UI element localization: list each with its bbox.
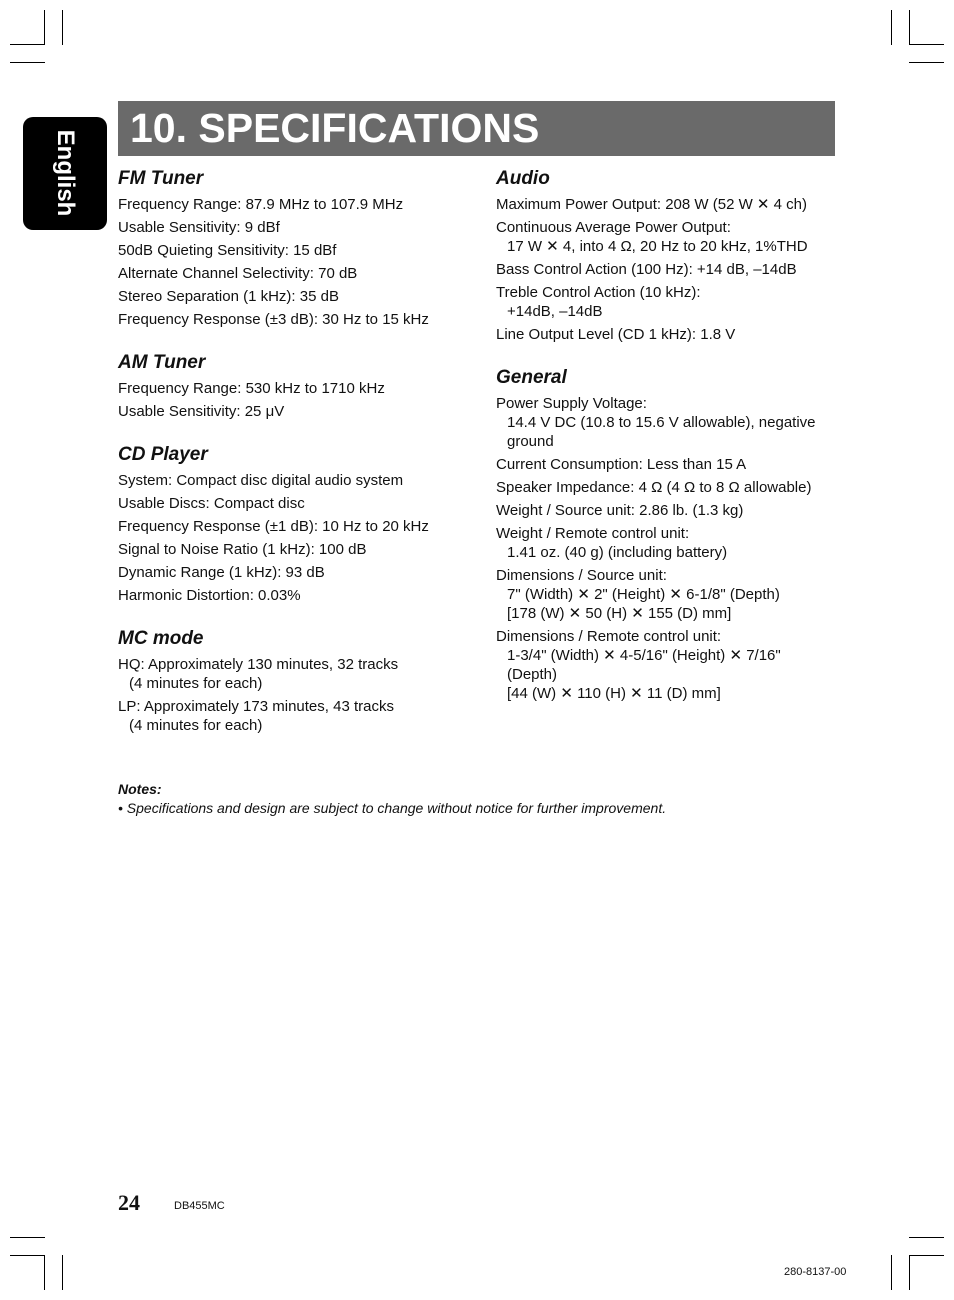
- spec-item: [118, 287, 468, 306]
- crop-mark: [909, 62, 944, 63]
- spec-item-text: Maximum Power Output: 208 W (52 W ✕ 4 ch): [496, 196, 807, 213]
- spec-item-text: Line Output Level (CD 1 kHz): 1.8 V: [496, 326, 736, 343]
- spec-item: [496, 478, 841, 497]
- spec-item-text: Speaker Impedance: 4 Ω (4 Ω to 8 Ω allowable): [496, 479, 812, 496]
- spec-column-right: [496, 166, 841, 724]
- model-number: DB455MC: [174, 1200, 225, 1212]
- spec-item-text: Treble Control Action (10 kHz):: [496, 284, 701, 301]
- crop-mark: [44, 1255, 45, 1290]
- crop-mark: [909, 10, 910, 45]
- spec-item: [118, 586, 468, 605]
- spec-item: [118, 310, 468, 329]
- spec-item: [118, 471, 468, 490]
- spec-item: [118, 218, 468, 237]
- spec-item-text: Weight / Remote control unit:: [496, 525, 690, 542]
- spec-item-text: Harmonic Distortion: 0.03%: [118, 587, 301, 604]
- section-heading: CD Player: [118, 444, 208, 465]
- spec-section: [118, 626, 468, 735]
- page-title: 10. SPECIFICATIONS: [118, 101, 835, 156]
- spec-item: [118, 563, 468, 582]
- spec-item-continuation: 1-3/4" (Width) ✕ 4-5/16" (Height) ✕ 7/16": [507, 647, 781, 664]
- spec-item-continuation: (4 minutes for each): [129, 675, 263, 692]
- crop-mark: [62, 10, 63, 45]
- spec-item-text: Signal to Noise Ratio (1 kHz): 100 dB: [118, 541, 367, 558]
- spec-item: [118, 540, 468, 559]
- crop-mark: [909, 1237, 944, 1238]
- spec-item-text: Frequency Response (±3 dB): 30 Hz to 15 kHz: [118, 311, 429, 328]
- spec-item: [496, 566, 841, 623]
- spec-item-continuation: (4 minutes for each): [129, 717, 263, 734]
- section-heading: MC mode: [118, 628, 204, 649]
- spec-item: [496, 218, 841, 256]
- spec-item-text: 50dB Quieting Sensitivity: 15 dBf: [118, 242, 337, 259]
- crop-mark: [909, 44, 944, 45]
- spec-section: [496, 365, 841, 703]
- spec-item-text: System: Compact disc digital audio system: [118, 472, 404, 489]
- spec-item-text: Dynamic Range (1 kHz): 93 dB: [118, 564, 325, 581]
- document-code: 280-8137-00: [784, 1266, 847, 1278]
- spec-item-text: LP: Approximately 173 minutes, 43 tracks: [118, 698, 394, 715]
- spec-item: [496, 455, 841, 474]
- crop-mark: [10, 44, 45, 45]
- spec-item-continuation: 17 W ✕ 4, into 4 Ω, 20 Hz to 20 kHz, 1%THD: [507, 238, 808, 255]
- spec-item-continuation: 14.4 V DC (10.8 to 15.6 V allowable), negative: [507, 414, 816, 431]
- spec-item-text: Continuous Average Power Output:: [496, 219, 731, 236]
- spec-item: [496, 325, 841, 344]
- spec-item-text: Frequency Response (±1 dB): 10 Hz to 20 kHz: [118, 518, 429, 535]
- notes: [118, 780, 666, 818]
- spec-item-text: Weight / Source unit: 2.86 lb. (1.3 kg): [496, 502, 744, 519]
- spec-item-text: Alternate Channel Selectivity: 70 dB: [118, 265, 358, 282]
- spec-item: [118, 402, 468, 421]
- spec-item-text: Dimensions / Remote control unit:: [496, 628, 722, 645]
- spec-item: [118, 494, 468, 513]
- spec-item-continuation: 7" (Width) ✕ 2" (Height) ✕ 6-1/8" (Depth): [507, 586, 780, 603]
- section-heading: Audio: [496, 168, 550, 189]
- spec-item: [118, 241, 468, 260]
- spec-item-continuation: ground: [507, 433, 554, 450]
- spec-item-text: Usable Sensitivity: 9 dBf: [118, 219, 280, 236]
- crop-mark: [62, 1255, 63, 1290]
- crop-mark: [44, 10, 45, 45]
- spec-item: [496, 524, 841, 562]
- spec-item-text: Current Consumption: Less than 15 A: [496, 456, 747, 473]
- spec-item: [496, 627, 841, 703]
- language-tab: [23, 117, 107, 230]
- spec-item: [118, 195, 468, 214]
- crop-mark: [891, 10, 892, 45]
- notes-heading: Notes:: [118, 781, 162, 797]
- crop-mark: [10, 1255, 45, 1256]
- page-number: 24: [118, 1190, 140, 1215]
- crop-mark: [909, 1255, 944, 1256]
- notes-text: • Specifications and design are subject to change without notice for further improvement.: [118, 800, 667, 816]
- spec-item-text: Power Supply Voltage:: [496, 395, 647, 412]
- section-heading: FM Tuner: [118, 168, 204, 189]
- crop-mark: [891, 1255, 892, 1290]
- language-tab-label: English: [52, 129, 79, 217]
- spec-item: [118, 379, 468, 398]
- crop-mark: [10, 1237, 45, 1238]
- spec-item-continuation: 1.41 oz. (40 g) (including battery): [507, 544, 728, 561]
- spec-item: [118, 264, 468, 283]
- spec-item-text: HQ: Approximately 130 minutes, 32 tracks: [118, 656, 399, 673]
- spec-item: [118, 697, 468, 735]
- spec-item-text: Dimensions / Source unit:: [496, 567, 667, 584]
- spec-section: [118, 166, 468, 329]
- spec-section: [118, 442, 468, 605]
- crop-mark: [10, 62, 45, 63]
- spec-item: [496, 283, 841, 321]
- spec-item-continuation: [178 (W) ✕ 50 (H) ✕ 155 (D) mm]: [507, 605, 732, 622]
- spec-item-continuation: [44 (W) ✕ 110 (H) ✕ 11 (D) mm]: [507, 685, 721, 702]
- spec-item-text: Frequency Range: 87.9 MHz to 107.9 MHz: [118, 196, 404, 213]
- spec-item: [496, 260, 841, 279]
- spec-item-text: Stereo Separation (1 kHz): 35 dB: [118, 288, 339, 305]
- spec-item-text: Bass Control Action (100 Hz): +14 dB, –14dB: [496, 261, 797, 278]
- spec-section: [496, 166, 841, 344]
- section-heading: General: [496, 367, 567, 388]
- spec-item: [496, 501, 841, 520]
- spec-item: [496, 195, 841, 214]
- spec-item: [118, 517, 468, 536]
- spec-item: [496, 394, 841, 451]
- spec-item-text: Frequency Range: 530 kHz to 1710 kHz: [118, 380, 385, 397]
- spec-item-continuation: +14dB, –14dB: [507, 303, 603, 320]
- spec-item-text: Usable Sensitivity: 25 μV: [118, 403, 285, 420]
- spec-item-continuation: (Depth): [507, 666, 558, 683]
- section-heading: AM Tuner: [118, 352, 206, 373]
- spec-item-text: Usable Discs: Compact disc: [118, 495, 305, 512]
- crop-mark: [909, 1255, 910, 1290]
- spec-column-left: [118, 166, 468, 756]
- spec-item: [118, 655, 468, 693]
- spec-section: [118, 350, 468, 421]
